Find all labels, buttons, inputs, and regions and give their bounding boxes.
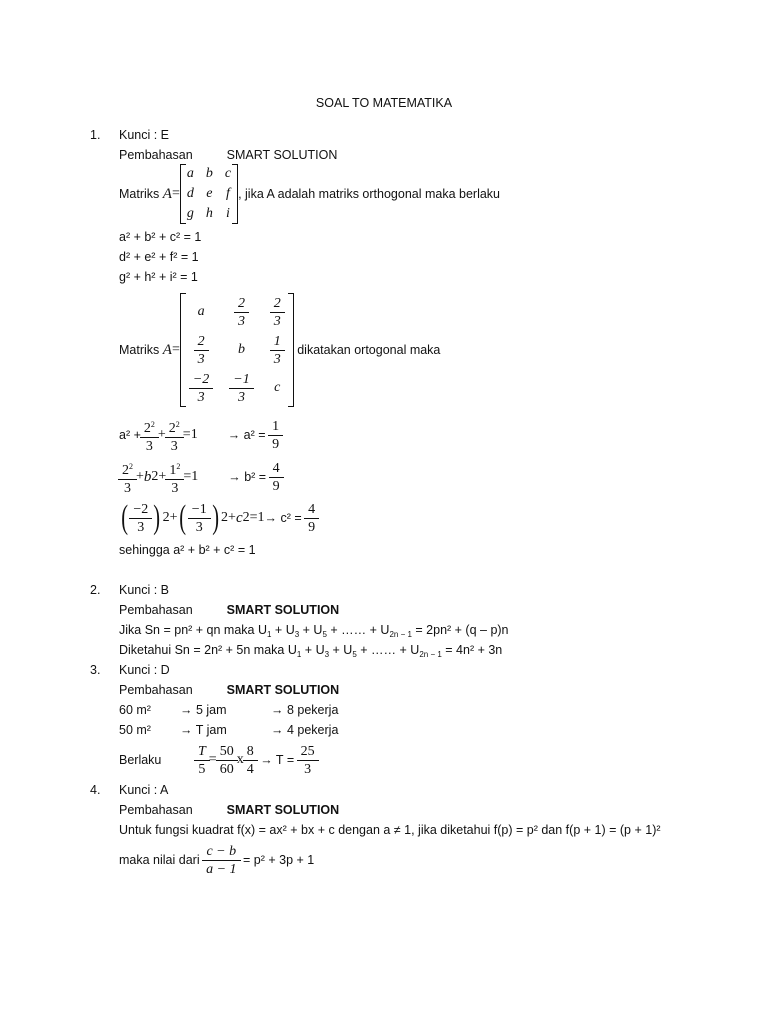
matrix-numeric: Matriks A = a $\frac{2}{3}$ $\frac{2}{3}$ $\frac{2}{3}$ b $\frac{1}{3}$ $\frac{-2}{3}$ $\frac{-1}{3}$ c dikatakan ortogonal maka: [119, 290, 440, 410]
item-number-3: 3.: [90, 663, 101, 677]
kunci-1: Kunci : E: [119, 128, 170, 142]
ratio-row-2: 50 m² → T jam → 4 pekerja: [119, 723, 339, 737]
matrix-entry: c: [224, 166, 232, 181]
solve-b-squared: $\frac{2^2}{3}$ + b 2 + $\frac{1^2}{3}$ =1 → b² = $\frac{4}{9}$: [119, 457, 283, 497]
matrix-entry: e: [206, 186, 213, 201]
pembahasan-1: Pembahasan SMART SOLUTION: [119, 148, 338, 162]
matrix-entry: i: [226, 206, 230, 221]
smart-solution-3: SMART SOLUTION: [226, 683, 340, 697]
equation-row-1: a² + b² + c² = 1: [119, 230, 202, 244]
matrix-entry: d: [186, 186, 194, 201]
page-title: SOAL TO MATEMATIKA: [315, 96, 453, 110]
pembahasan-3: Pembahasan SMART SOLUTION: [119, 683, 340, 697]
solve-c-squared: ( $\frac{-2}{3}$ ) 2 + ( $\frac{-1}{3}$ ) 2 + c 2 =1 → c² = $\frac{4}{9}$: [119, 497, 318, 539]
conclusion-1: sehingga a² + b² + c² = 1: [119, 543, 256, 557]
solve-a-squared: a² + $\frac{2^2}{3}$ + $\frac{2^2}{3}$ =1 → a² = $\frac{1}{9}$: [119, 415, 282, 455]
matrix-entry: f: [226, 186, 230, 201]
smart-solution-4: SMART SOLUTION: [226, 803, 340, 817]
equation-row-2: d² + e² + f² = 1: [119, 250, 199, 264]
pembahasan-4: Pembahasan SMART SOLUTION: [119, 803, 340, 817]
matrix-entry: a: [186, 166, 194, 181]
sn-given: Diketahui Sn = 2n² + 5n maka $U_1 + U_3 + U_5$ + …… + $U_{2n - 1} = 4n^2 + 3n$: [119, 643, 503, 659]
ratio-row-1: 60 m² → 5 jam → 8 pekerja: [119, 703, 339, 717]
smart-solution-2: SMART SOLUTION: [226, 603, 340, 617]
matrix-entry: g: [186, 206, 194, 221]
item-number-1: 1.: [90, 128, 101, 142]
matrix-entry: b: [205, 166, 213, 181]
item-number-4: 4.: [90, 783, 101, 797]
pembahasan-2: Pembahasan SMART SOLUTION: [119, 603, 340, 617]
quadratic-statement: Untuk fungsi kuadrat f(x) = ax² + bx + c dengan a ≠ 1, jika diketahui f(p) = p² dan f(p + 1) = (p + 1)²: [119, 823, 661, 837]
kunci-2: Kunci : B: [119, 583, 170, 597]
sn-general: Jika Sn = pn² + qn maka $U_1 + U_3 + U_5$ + …… + $U_{2n - 1} = 2pn^2 + (q - p)n$: [119, 623, 509, 639]
matrix-abc: [180, 164, 238, 224]
smart-solution-1: SMART SOLUTION: [226, 148, 338, 162]
equation-row-3: g² + h² + i² = 1: [119, 270, 198, 284]
matrix-entry: h: [205, 206, 213, 221]
matrix-orthogonal: a $\frac{2}{3}$ $\frac{2}{3}$ $\frac{2}{3}$ b $\frac{1}{3}$ $\frac{-2}{3}$ $\frac{-1}{3}$ c: [180, 293, 294, 407]
quadratic-result: maka nilai dari $\frac{c - b}{a - 1}$ = p² + 3p + 1: [119, 843, 315, 877]
item-number-2: 2.: [90, 583, 101, 597]
kunci-3: Kunci : D: [119, 663, 170, 677]
matrix-definition: Matriks A = a b c d e f g h i , jika A adalah matriks orthogonal maka berlaku: [119, 165, 500, 223]
proportion: Berlaku $\frac{T}{5}$ = $\frac{50}{60}$ x $\frac{8}{4}$ → T = $\frac{25}{3}$: [119, 741, 318, 779]
kunci-4: Kunci : A: [119, 783, 169, 797]
